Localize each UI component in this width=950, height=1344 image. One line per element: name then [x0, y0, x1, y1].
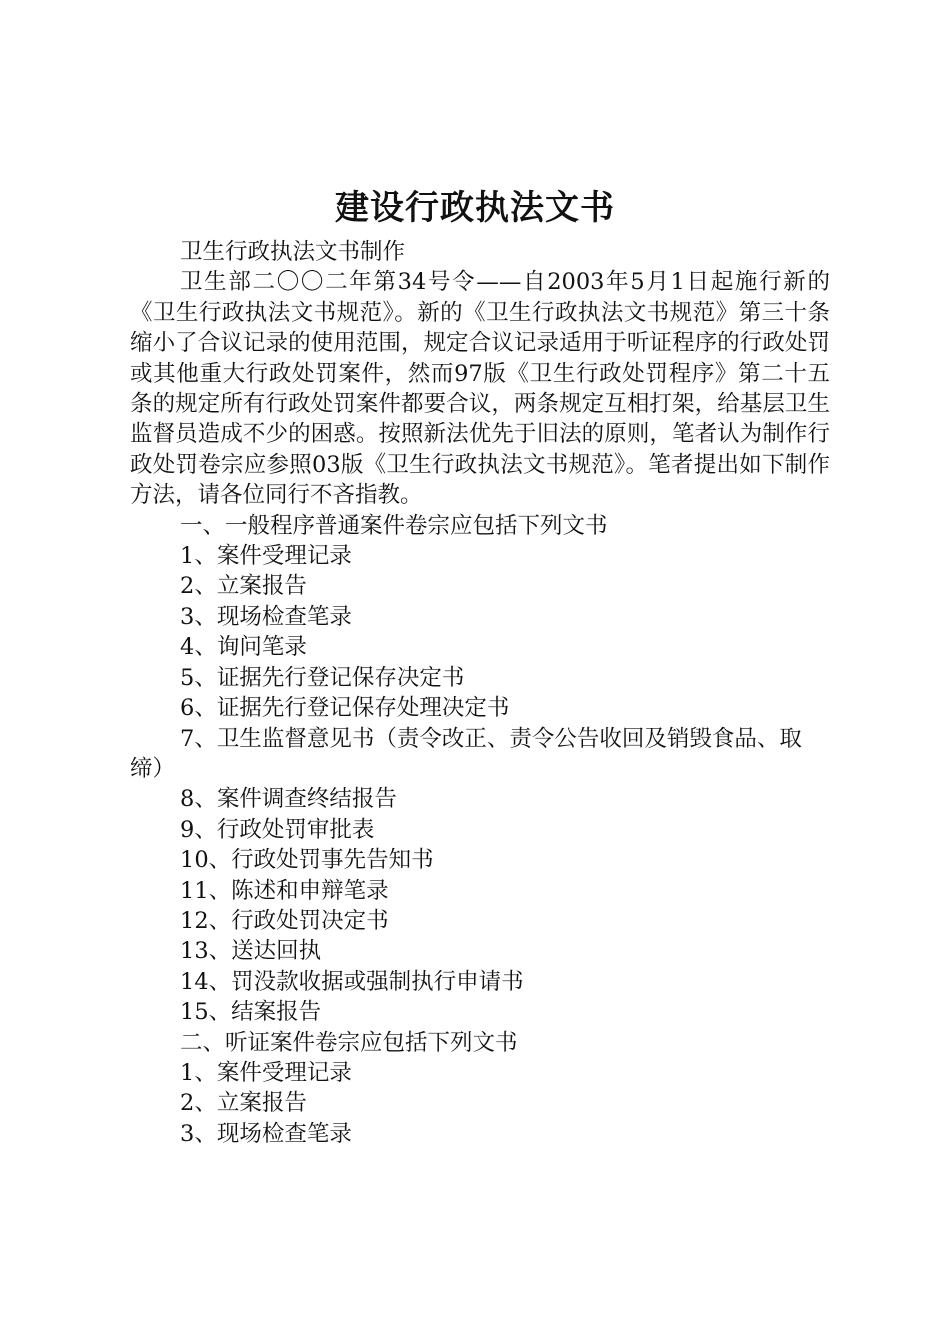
section-2-item: 2、立案报告: [180, 1090, 307, 1117]
section-1-item: 5、证据先行登记保存决定书: [180, 664, 465, 691]
section-1-heading: 一、一般程序普通案件卷宗应包括下列文书: [180, 512, 608, 539]
section-1-item: 4、询问笔录: [180, 634, 307, 661]
section-1-item: 12、行政处罚决定书: [180, 907, 389, 934]
section-1-item: 7、卫生监督意见书（责令改正、责令公告收回及销毁食品、取缔）: [130, 725, 802, 782]
intro-paragraph: 卫生部二〇〇二年第34号令——自2003年5月1日起施行新的《卫生行政执法文书规范》。新的《卫生行政执法文书规范》第三十条缩小了合议记录的使用范围，规定合议记录适用于听证程序的行政处罚或其他重大行政处罚案件，然而97版《卫生行政处罚程序》第二十五条的规定所有行政处罚案件都要合议，两条规定互相打架，给基层卫生监督员造成不少的困惑。按照新法优先于旧法的原则，笔者认为制作行政处罚卷宗应参照03版《卫生行政执法文书规范》。笔者提出如下制作方法，请各位同行不吝指教。: [130, 269, 830, 509]
section-1-item: 15、结案报告: [180, 999, 322, 1026]
section-1-item: 14、罚没款收据或强制执行申请书: [180, 968, 524, 995]
section-2-heading: 二、听证案件卷宗应包括下列文书: [180, 1029, 518, 1056]
section-1-item: 8、案件调查终结报告: [180, 786, 397, 813]
section-1-item: 1、案件受理记录: [180, 543, 352, 570]
section-2-item: 1、案件受理记录: [180, 1059, 352, 1086]
section-1-item: 11、陈述和申辩笔录: [180, 877, 389, 904]
document-body: [130, 237, 830, 1149]
section-1-item: 2、立案报告: [180, 573, 307, 600]
section-1-item: 9、行政处罚审批表: [180, 816, 375, 843]
document-title: 建设行政执法文书: [335, 188, 615, 228]
section-1-item: 10、行政处罚事先告知书: [180, 847, 434, 874]
section-1-item: 6、证据先行登记保存处理决定书: [180, 695, 510, 722]
section-1-item: 13、送达回执: [180, 938, 322, 965]
section-2-item: 3、现场检查笔录: [180, 1120, 352, 1147]
document-subtitle: 卫生行政执法文书制作: [180, 239, 406, 265]
section-1-item: 3、现场检查笔录: [180, 603, 352, 630]
